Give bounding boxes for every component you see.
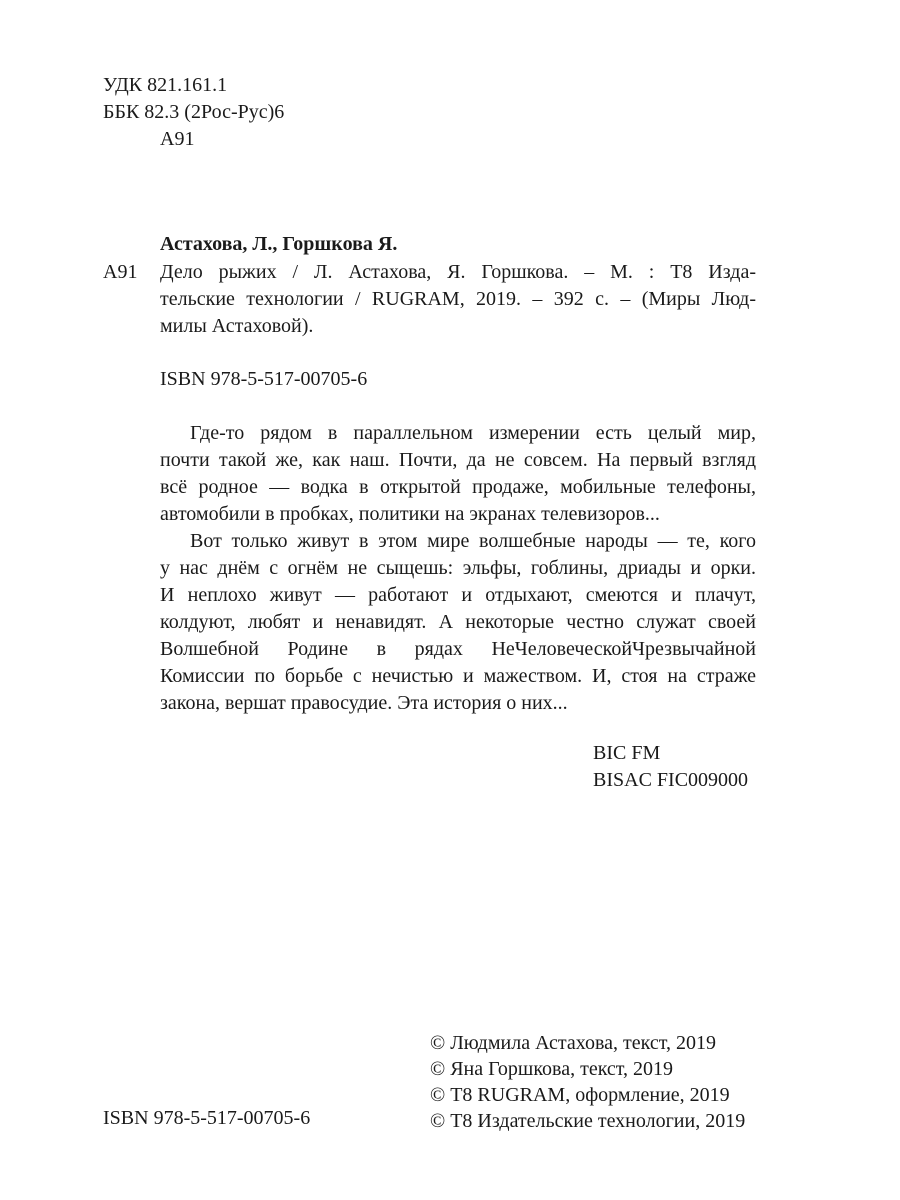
annotation-line: у нас днём с огнём не сыщешь: эльфы, гоблины, дриады и орки. [160, 557, 756, 579]
author-line: Астахова, Л., Горшкова Я. [160, 233, 398, 255]
bic-code: BIC FM [593, 742, 661, 764]
isbn-record: ISBN 978-5-517-00705-6 [160, 368, 368, 390]
bib-line: Дело рыжих / Л. Астахова, Я. Горшкова. – М. : Т8 Изда- [160, 261, 756, 283]
bib-line: тельские технологии / RUGRAM, 2019. – 392 с. – (Миры Люд- [160, 288, 756, 310]
annotation-line: всё родное — водка в открытой продаже, мобильные телефоны, [160, 476, 756, 498]
copyright-line: © Т8 RUGRAM, оформление, 2019 [430, 1084, 730, 1106]
bibliographic-description [160, 259, 756, 340]
annotation-line: Где-то рядом в параллельном измерении есть целый мир, [190, 422, 756, 444]
copyright-line: © Т8 Издательские технологии, 2019 [430, 1110, 746, 1132]
bbk-code: ББК 82.3 (2Рос-Рус)6 [103, 101, 285, 123]
copyright-block [430, 1030, 745, 1134]
isbn-footer: ISBN 978-5-517-00705-6 [103, 1107, 311, 1129]
bisac-code: BISAC FIC009000 [593, 769, 749, 791]
bib-line: милы Астаховой). [160, 315, 314, 337]
copyright-line: © Людмила Астахова, текст, 2019 [430, 1032, 717, 1054]
annotation-line: колдуют, любят и ненавидят. А некоторые честно служат своей [160, 611, 756, 633]
author-mark-top: А91 [160, 128, 195, 150]
author-mark-left: А91 [103, 261, 138, 283]
copyright-line: © Яна Горшкова, текст, 2019 [430, 1058, 674, 1080]
udk-code: УДК 821.161.1 [103, 74, 228, 96]
annotation-line: И неплохо живут — работают и отдыхают, смеются и плачут, [160, 584, 756, 606]
annotation-line: закона, вершат правосудие. Эта история о них... [160, 692, 568, 714]
annotation-line: Волшебной Родине в рядах НеЧеловеческойЧрезвычайной [160, 638, 756, 660]
annotation-line: почти такой же, как наш. Почти, да не совсем. На первый взгляд [160, 449, 756, 471]
annotation [160, 420, 756, 717]
annotation-line: Комиссии по борьбе с нечистью и мажеством. И, стоя на страже [160, 665, 756, 687]
annotation-line: Вот только живут в этом мире волшебные народы — те, кого [190, 530, 756, 552]
annotation-line: автомобили в пробках, политики на экранах телевизоров... [160, 503, 660, 525]
